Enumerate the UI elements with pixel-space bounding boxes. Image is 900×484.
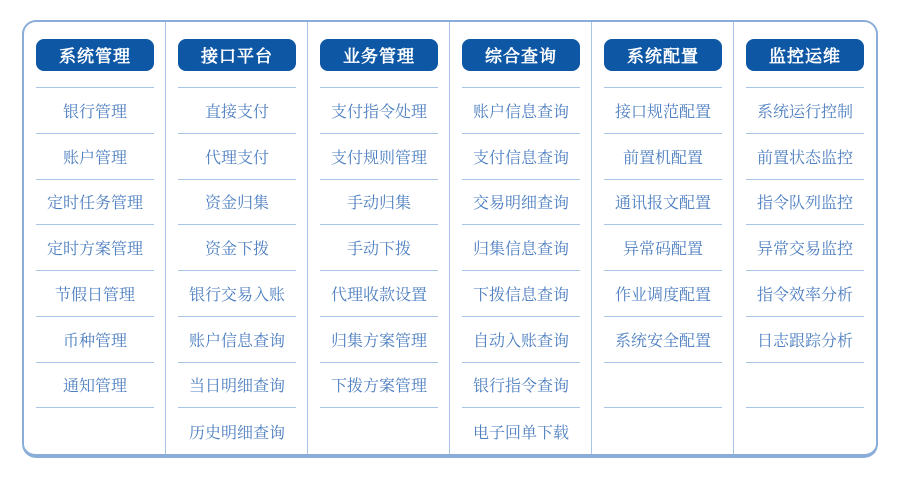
- menu-item[interactable]: 银行管理: [36, 88, 154, 134]
- menu-item[interactable]: 手动下拨: [320, 225, 438, 271]
- menu-item[interactable]: 定时方案管理: [36, 225, 154, 271]
- menu-item[interactable]: 支付规则管理: [320, 134, 438, 180]
- menu-item[interactable]: 交易明细查询: [462, 180, 580, 226]
- column-header-button[interactable]: 监控运维: [746, 39, 864, 71]
- column-header-button[interactable]: 系统管理: [36, 39, 154, 71]
- menu-column-1: [24, 22, 166, 454]
- menu-item[interactable]: 定时任务管理: [36, 180, 154, 226]
- menu-item[interactable]: 前置机配置: [604, 134, 722, 180]
- menu-item[interactable]: 归集方案管理: [320, 317, 438, 363]
- menu-item[interactable]: 当日明细查询: [178, 363, 296, 409]
- menu-item[interactable]: 账户信息查询: [462, 88, 580, 134]
- menu-item[interactable]: 通知管理: [36, 363, 154, 409]
- menu-item[interactable]: 直接支付: [178, 88, 296, 134]
- column-header-cell: [178, 22, 296, 88]
- menu-column-2: [166, 22, 308, 454]
- menu-item[interactable]: 作业调度配置: [604, 271, 722, 317]
- menu-item[interactable]: 支付信息查询: [462, 134, 580, 180]
- menu-item-empty: [604, 408, 722, 454]
- menu-item[interactable]: 指令效率分析: [746, 271, 864, 317]
- menu-item[interactable]: 手动归集: [320, 180, 438, 226]
- menu-item[interactable]: 接口规范配置: [604, 88, 722, 134]
- menu-item[interactable]: 自动入账查询: [462, 317, 580, 363]
- menu-column-5: [592, 22, 734, 454]
- menu-item[interactable]: 账户信息查询: [178, 317, 296, 363]
- menu-column-3: [308, 22, 450, 454]
- menu-item-empty: [746, 363, 864, 409]
- menu-item[interactable]: 指令队列监控: [746, 180, 864, 226]
- menu-item[interactable]: 代理支付: [178, 134, 296, 180]
- menu-item[interactable]: 节假日管理: [36, 271, 154, 317]
- menu-item[interactable]: 币种管理: [36, 317, 154, 363]
- column-header-cell: [746, 22, 864, 88]
- menu-item[interactable]: 下拨方案管理: [320, 363, 438, 409]
- column-header-button[interactable]: 接口平台: [178, 39, 296, 71]
- menu-item[interactable]: 银行交易入账: [178, 271, 296, 317]
- column-header-cell: [604, 22, 722, 88]
- menu-item[interactable]: 归集信息查询: [462, 225, 580, 271]
- menu-item[interactable]: 代理收款设置: [320, 271, 438, 317]
- menu-item-empty: [746, 408, 864, 454]
- menu-item[interactable]: 支付指令处理: [320, 88, 438, 134]
- menu-item[interactable]: 通讯报文配置: [604, 180, 722, 226]
- column-header-button[interactable]: 系统配置: [604, 39, 722, 71]
- menu-item[interactable]: 历史明细查询: [188, 424, 285, 442]
- column-header-cell: [36, 22, 154, 88]
- feature-matrix-panel: [22, 20, 878, 458]
- menu-item[interactable]: 日志跟踪分析: [746, 317, 864, 363]
- menu-item-empty: [320, 408, 438, 454]
- menu-column-4: [450, 22, 592, 454]
- column-header-cell: [462, 22, 580, 88]
- menu-item[interactable]: 银行指令查询: [462, 363, 580, 409]
- menu-item[interactable]: 资金归集: [178, 180, 296, 226]
- column-header-button[interactable]: 业务管理: [320, 39, 438, 71]
- menu-item[interactable]: 异常交易监控: [746, 225, 864, 271]
- menu-item[interactable]: 资金下拨: [178, 225, 296, 271]
- menu-item[interactable]: 异常码配置: [604, 225, 722, 271]
- column-header-cell: [320, 22, 438, 88]
- menu-item-empty: [36, 408, 154, 454]
- menu-column-6: [734, 22, 876, 454]
- menu-item[interactable]: 系统运行控制: [746, 88, 864, 134]
- menu-item-empty: [604, 363, 722, 409]
- column-header-button[interactable]: 综合查询: [462, 39, 580, 71]
- menu-item[interactable]: 前置状态监控: [746, 134, 864, 180]
- menu-item[interactable]: 账户管理: [36, 134, 154, 180]
- menu-item[interactable]: 系统安全配置: [604, 317, 722, 363]
- menu-item[interactable]: 下拨信息查询: [462, 271, 580, 317]
- menu-item[interactable]: 电子回单下载: [472, 424, 569, 442]
